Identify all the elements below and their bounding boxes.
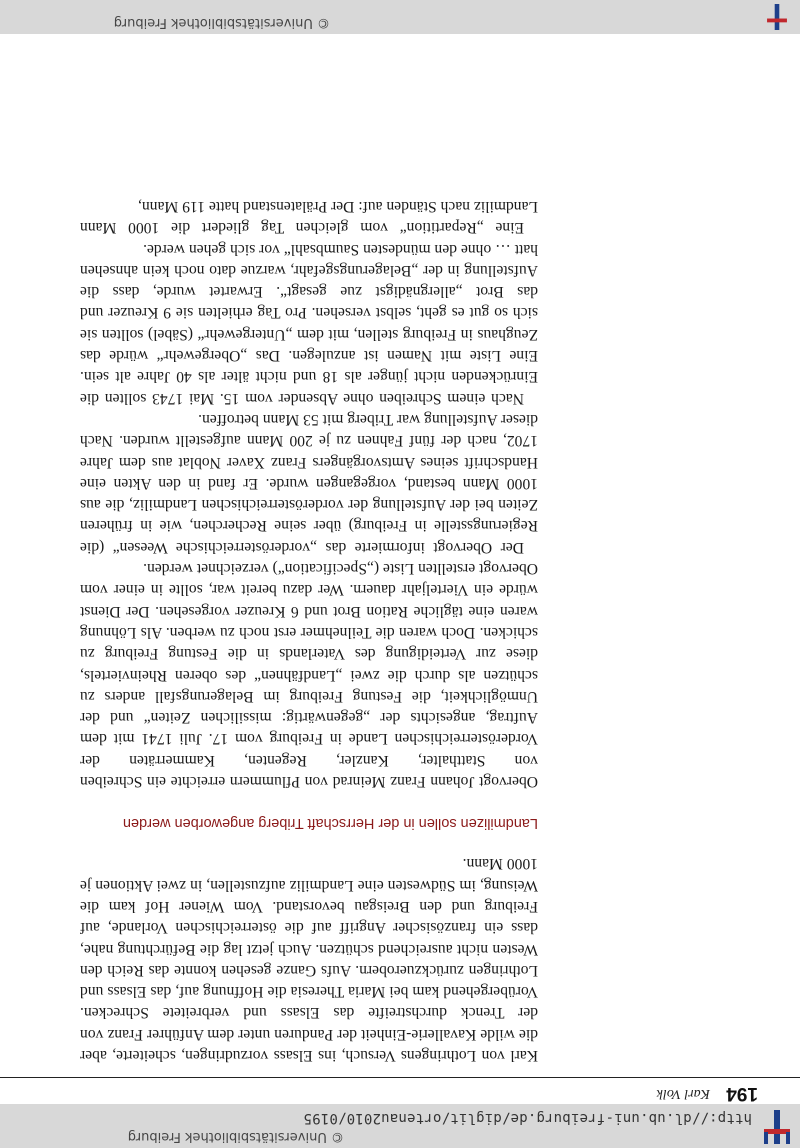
section-heading: Landmilizen sollen in der Herrschaft Triberg angeworben werden: [122, 815, 538, 832]
page-number: 194: [726, 1083, 758, 1104]
paragraph: Obervogt Johann Franz Meinrad von Pflummern erreichte ein Schreiben von Statthalter, Kanzler, Regenten, Kammerräten der Vorderösterreichischen Lande in Freiburg vom 17. Juli 1741 mit dem Auftrag, angesichts der „gegenwärtig: missilichen Zeiten“ und der Unmöglichkeit, die Festung Freiburg im Belagerungsfall anders zu schützen als durch die zwei „Landfähnen“ des oberen Rheinviertels, diese zur Verteidigung des Vaterlands in die Festung Freiburg zu schicken. Doch waren die Teilnehmer erst noch zu werben. Als Löhnung waren eine tägliche Ration Brot und 6 Kreuzer vorgesehen. Der Dienst würde ein Vierteljahr dauern. Wer dazu bereit war, sollte in einer vom Obervogt erstellten Liste („Specification“) verzeichnet werden.: [80, 560, 538, 791]
document-url[interactable]: http://dl.ub.uni-freiburg.de/diglit/ortenau2010/0195: [303, 1110, 752, 1126]
library-copyright: © Universitätsbibliothek Freiburg: [127, 1129, 344, 1144]
running-head: [0, 1077, 800, 1104]
paragraph: Eine „Repartition“ vom gleichen Tag gliedert die 1000 Mann Landmiliz nach Ständen auf: Der Prälatenstand hatte 119 Mann,: [80, 198, 538, 237]
paragraph: Nach einem Schreiben ohne Absender vom 15. Mai 1743 sollten die Einrückenden nicht jünger als 18 und nicht älter als 40 Jahre alt sein. Eine Liste mit Namen ist anzulegen. Das „Obergewehr“ würde das Zeughaus in Freiburg stellen, mit dem „Untergewehr“ (Säbel) sollten sie sich so gut es geht, selbst versehen. Pro Tag erhielten sie 9 Kreuzer und das Brot „allergnädigst zue gesagt“. Erwartet wurde, dass die Aufstellung in der „Belagerungsgefahr, warzue dato noch kein ahnsehen hatt … ohne den mündesten Saumbsahl“ vor sich gehen werde.: [80, 240, 538, 407]
paragraph: Karl von Lothringens Versuch, ins Elsass vorzudringen, scheiterte, aber die wilde Kavallerie-Einheit der Panduren unter dem Anführer Franz von der Trenck durchstreifte das Elsass und verbreitete Schrecken. Vorübergehend kam bei Maria Theresia die Hoffnung auf, das Elsass und Lothringen zurückzuerobern. Aufs Ganze gesehen konnte das Reich den Westen nicht ausreichend schützen. Auch jetzt lag die Befürchtung nahe, dass ein französischer Angriff auf die österreichischen Vorlande, auf Freiburg und den Breisgau bevorstand. Vom Wiener Hof kam die Weisung, im Südwesten eine Landmiliz aufzustellen, in zwei Aktionen je 1000 Mann.: [80, 855, 538, 1064]
library-copyright: © Universitätsbibliothek Freiburg: [113, 15, 330, 30]
running-head-author: Karl Volk: [656, 1086, 710, 1101]
article-body: [80, 196, 538, 1066]
university-logo-icon: [762, 4, 792, 30]
paragraph: Der Obervogt informierte das „vorderösterreichische Weesen“ (die Regierungsstelle in Freiburg) über seine Recherchen, wie in früheren Zeiten bei der Aufstellung der vorderösterreichischen Landmiliz, die aus 1000 Mann bestand, vorgegangen wurde. Er fand in den Akten eine Handschrift seines Amtsvorgängers Franz Xaver Noblat aus dem Jahre 1702, nach der fünf Fahnen zu je 200 Mann aufgestellt wurden. Nach dieser Aufstellung war Triberg mit 53 Mann betroffen.: [80, 410, 538, 556]
library-banner-footer: [0, 0, 800, 34]
university-logo-icon: [762, 1110, 792, 1144]
library-banner: [0, 1104, 800, 1148]
